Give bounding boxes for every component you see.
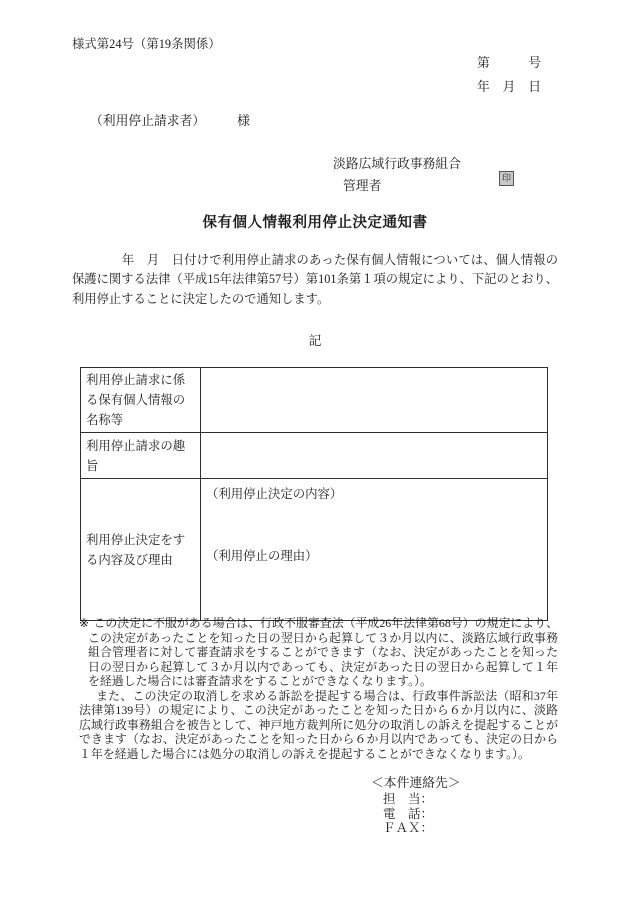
contact-heading: ＜本件連絡先＞ [371,776,461,790]
table-row-request-purport [81,433,548,479]
row-label-personal-info-name: 利用停止請求に係る保有個人情報の名称等 [81,368,201,433]
seal-mark: 印 [499,171,514,186]
contact-line-phone: 電 話： [383,806,434,821]
row-value-decision-content-reason [201,479,548,621]
addressee-line: （利用停止請求者） 様 [90,114,250,128]
ki-marker: 記 [308,334,322,348]
document-title: 保有個人情報利用停止決定通知書 [202,215,428,231]
table-row-decision-content-reason [81,479,548,621]
row-label-decision-content-reason: 利用停止決定をする内容及び理由 [81,479,201,621]
document-number-line: 第 号 [477,56,541,70]
row-value-request-purport [201,433,548,479]
contact-line-fax: ＦＡＸ： [383,821,434,836]
note-appeal-text: この決定に不服がある場合は、行政不服審査法（平成26年法律第68号）の規定により、この決定があったことを知った日の翌日から起算して３か月以内に、淡路広域行政事務組合管理者に対して審査請求をすることができます（なお、決定があったことを知った日の翌日から起算して３か月以内であっても、決定があった日の翌日から起算して１年を経過した場合には審査請求をすることができなくなります。）。 [88,616,558,689]
sender-organization: 淡路広域行政事務組合 [333,157,461,171]
note-paragraph-lawsuit: また、この決定の取消しを求める訴訟を提起する場合は、行政事件訴訟法（昭和37年法律第139号）の規定により、この決定があったことを知った日から６か月以内に、淡路広域行政事務組合を被告として、神戸地方裁判所に処分の取消しの訴えを提起することができます（なお、決定があったことを知った日から６か月以内であっても、決定の日から１年を経過した場合には処分の取消しの訴えを提起することができなくなります。）。 [79,688,558,761]
contact-line-staff: 担 当： [383,792,434,806]
sender-title: 管理者 [343,179,382,193]
table-row-personal-info-name [81,368,548,433]
decision-content-heading: （利用停止決定の内容） [206,487,343,501]
body-paragraph: 年 月 日付けで利用停止請求のあった保有個人情報については、個人情報の保護に関する法律（平成15年法律第57号）第101条第１項の規定により、下記のとおり、利用停止することに決定したので通知します。 [72,253,558,306]
note-asterisk-marker: ※ [79,616,89,630]
note-paragraph-appeal [79,616,558,689]
row-value-personal-info-name [201,368,548,433]
decision-table [80,367,548,621]
form-number: 様式第24号（第19条関係） [72,37,221,51]
date-line: 年 月 日 [477,80,541,94]
suspension-reason-heading: （利用停止の理由） [206,549,318,563]
notes-block [79,616,558,761]
contact-lines [383,792,433,836]
row-label-request-purport: 利用停止請求の趣旨 [81,433,201,479]
